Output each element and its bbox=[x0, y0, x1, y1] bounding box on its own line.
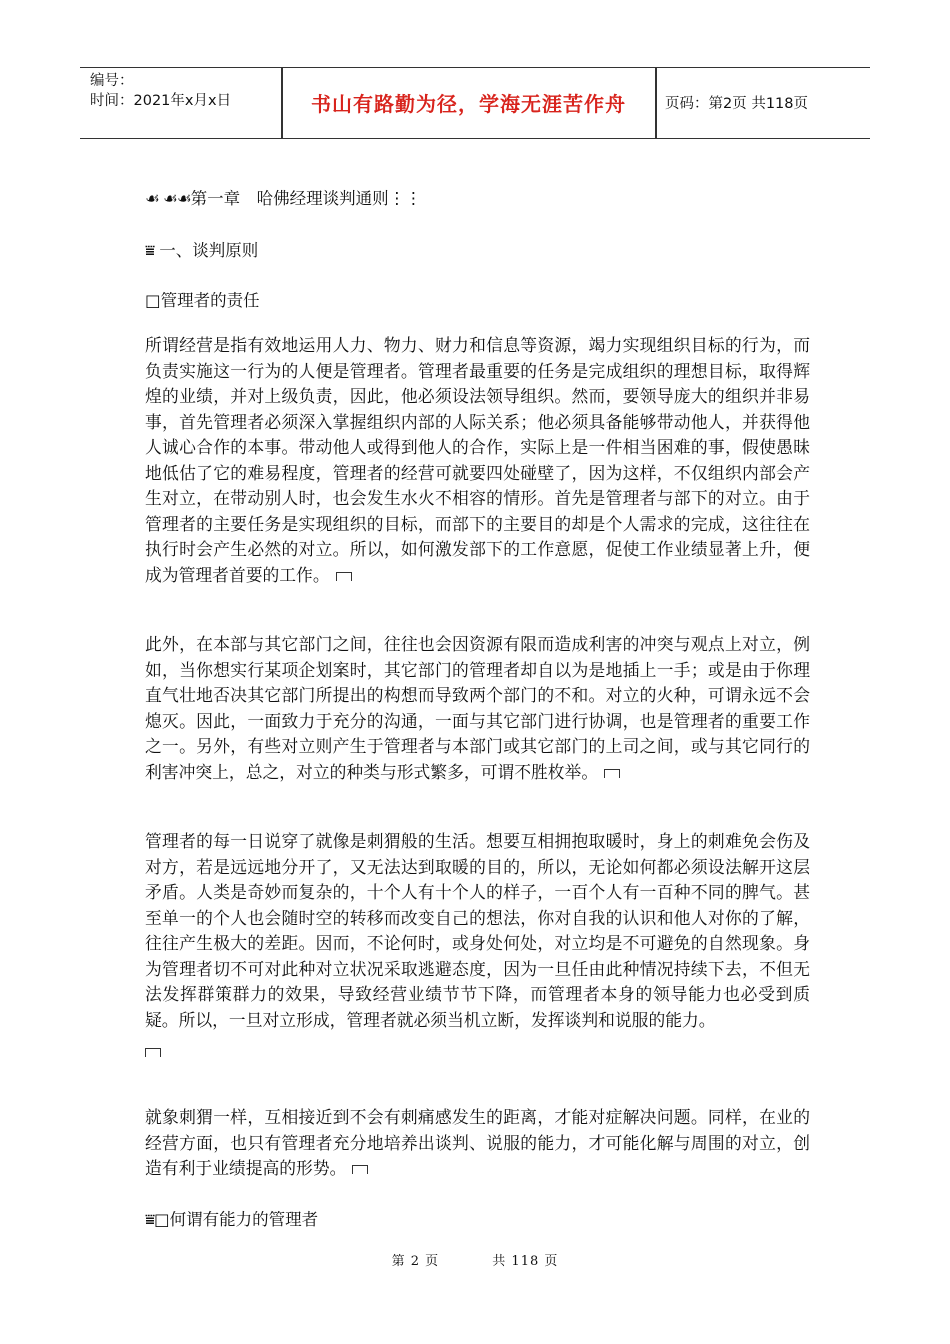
header-motto: 书山有路勤为径，学海无涯苦作舟 bbox=[311, 92, 626, 116]
body-paragraph bbox=[145, 1105, 810, 1182]
chapter-heading bbox=[145, 185, 422, 209]
header-page-number: 页码：第2页 共118页 bbox=[665, 96, 809, 112]
body-paragraph bbox=[145, 632, 810, 785]
section-heading bbox=[145, 237, 258, 261]
section-marker-icon: ⩸ bbox=[145, 241, 155, 260]
paragraph-text: 此外，在本部与其它部门之间，往往也会因资源有限而造成利害的冲突与观点上对立，例如，当你想实行某项企划案时，其它部门的管理者却自以为是地插上一手；或是由于你理直气壮地否决其它部门所提出的构想而导致两个部门的不和。对立的火种，可谓永远不会熄灭。因此，一面致力于充分的沟通，一面与其它部门进行协调，也是管理者的重要工作之一。另外，有些对立则产生于管理者与本部门或其它部门的上司之间，或与其它同行的利害冲突上，总之，对立的种类与形式繁多，可谓不胜枚举。 bbox=[145, 634, 810, 782]
page-footer bbox=[0, 1250, 950, 1269]
body-paragraph bbox=[145, 829, 810, 1065]
flourish-icon: ☙ ☙☙ bbox=[145, 189, 191, 208]
subsection-title: 何谓有能力的管理者 bbox=[169, 1210, 319, 1229]
subsection-heading bbox=[145, 1206, 318, 1230]
checkbox-symbol-icon: □ bbox=[145, 291, 161, 310]
document-number-label: 编号： bbox=[90, 73, 134, 89]
subsection-heading bbox=[145, 287, 260, 311]
paragraph-end-mark-icon bbox=[336, 572, 352, 581]
section-title: 一、谈判原则 bbox=[159, 241, 259, 260]
footer-total-pages: 共 118 页 bbox=[492, 1254, 559, 1269]
footer-page-number: 第 2 页 bbox=[391, 1254, 440, 1269]
paragraph-end-mark-icon bbox=[604, 769, 620, 778]
chapter-title: 第一章 哈佛经理谈判通则⋮⋮ bbox=[190, 189, 422, 208]
page-header bbox=[80, 67, 870, 139]
paragraph-text: 就象刺猬一样，互相接近到不会有刺痛感发生的距离，才能对症解决问题。同样，在业的经营方面，也只有管理者充分地培养出谈判、说服的能力，才可能化解与周围的对立，创造有利于业绩提高的形势。 bbox=[145, 1107, 810, 1178]
subsection-title: 管理者的责任 bbox=[160, 291, 260, 310]
paragraph-text: 所谓经营是指有效地运用人力、物力、财力和信息等资源，竭力实现组织目标的行为，而负责实施这一行为的人便是管理者。管理者最重要的任务是完成组织的理想目标，取得辉煌的业绩，并对上级负责，因此，他必须设法领导组织。然而，要领导庞大的组织并非易事，首先管理者必须深入掌握组织内部的人际关系；他必须具备能够带动他人，并获得他人诚心合作的本事。带动他人或得到他人的合作，实际上是一件相当困难的事，假使愚昧地低估了它的难易程度，管理者的经营可就要四处碰壁了，因为这样，不仅组织内部会产生对立，在带动别人时，也会发生水火不相容的情形。首先是管理者与部下的对立。由于管理者的主要任务是实现组织的目标，而部下的主要目的却是个人需求的完成，这往往在执行时会产生必然的对立。所以，如何激发部下的工作意愿，促使工作业绩显著上升，便成为管理者首要的工作。 bbox=[145, 335, 810, 585]
body-paragraph bbox=[145, 333, 810, 588]
section-marker-icon: ⩸ bbox=[145, 1210, 155, 1229]
header-divider bbox=[655, 68, 657, 138]
paragraph-text: 管理者的每一日说穿了就像是刺猬般的生活。想要互相拥抱取暖时，身上的刺难免会伤及对方，若是远远地分开了，又无法达到取暖的目的，所以，无论如何都必须设法解开这层矛盾。人类是奇妙而复杂的，十个人有十个人的样子，一百个人有一百种不同的脾气。甚至单一的个人也会随时空的转移而改变自己的想法，你对自我的认识和他人对你的了解，往往产生极大的差距。因而，不论何时，或身处何处，对立均是不可避免的自然现象。身为管理者切不可对此种对立状况采取逃避态度，因为一旦任由此种情况持续下去，不但无法发挥群策群力的效果，导致经营业绩节节下降，而管理者本身的领导能力也必受到质疑。所以，一旦对立形成，管理者就必须当机立断，发挥谈判和说服的能力。 bbox=[145, 831, 810, 1030]
header-meta bbox=[90, 71, 280, 111]
checkbox-symbol-icon: □ bbox=[154, 1210, 170, 1229]
paragraph-end-mark-icon bbox=[352, 1165, 368, 1174]
document-date-label: 时间：2021年x月x日 bbox=[90, 93, 232, 109]
paragraph-end-mark-icon bbox=[145, 1048, 161, 1057]
